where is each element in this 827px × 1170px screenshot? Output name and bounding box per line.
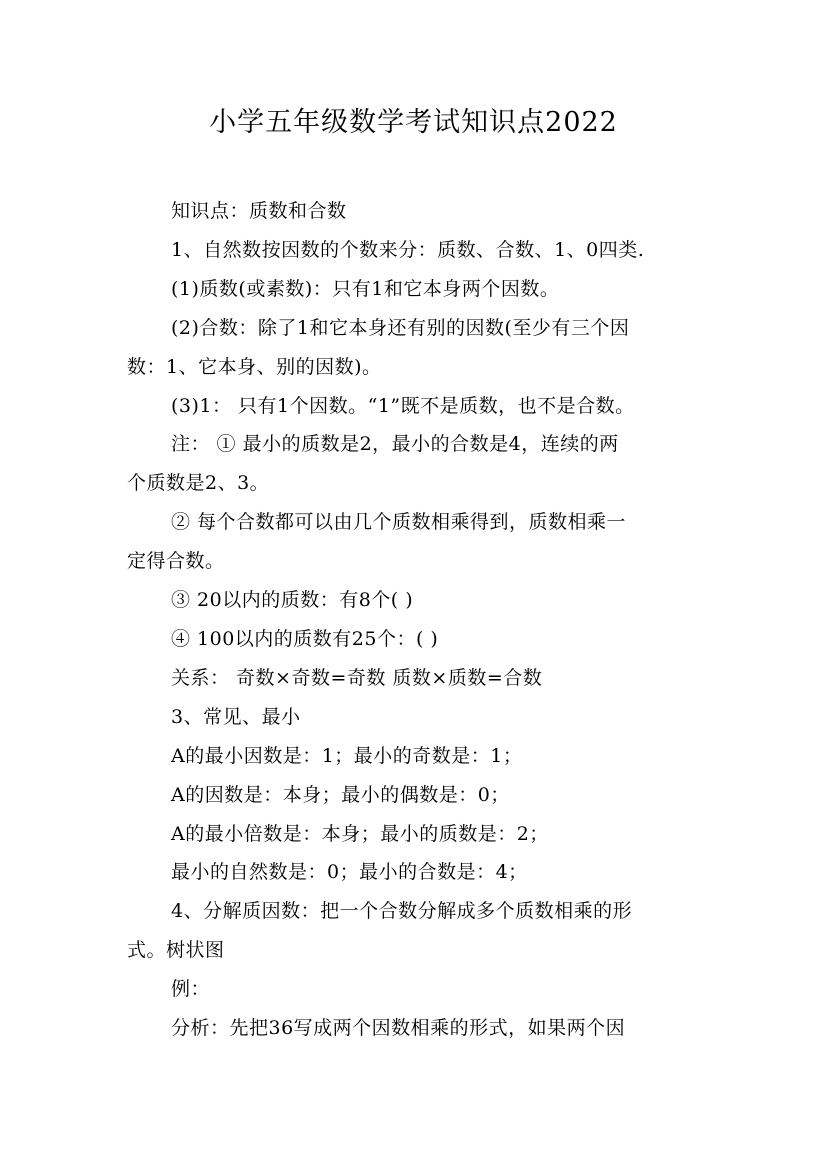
document-body: [127, 192, 717, 1048]
paragraph-line: 注： ① 最小的质数是2，最小的合数是4，连续的两: [171, 433, 619, 456]
paragraph-line: 例：: [171, 978, 211, 1001]
paragraph-line: (1)质数(或素数)：只有1和它本身两个因数。: [171, 277, 560, 300]
paragraph-line: 知识点：质数和合数: [171, 200, 347, 222]
paragraph-line: 1、自然数按因数的个数来分：质数、合数、1、0四类.: [171, 238, 645, 261]
paragraph-line: 个质数是2、3。: [127, 472, 270, 495]
paragraph-line: A的因数是：本身；最小的偶数是：0；: [171, 783, 510, 806]
paragraph-line: (3)1： 只有1个因数。“1”既不是质数，也不是合数。: [171, 394, 635, 417]
paragraph-line: 4、分解质因数：把一个合数分解成多个质数相乘的形: [171, 900, 633, 923]
document-title: 小学五年级数学考试知识点2022: [209, 107, 618, 138]
paragraph-line: ③ 20以内的质数：有8个( ): [171, 589, 414, 612]
paragraph-line: 定得合数。: [127, 550, 225, 573]
paragraph-line: 式。树状图: [127, 939, 225, 962]
paragraph-line: 关系： 奇数×奇数=奇数 质数×质数=合数: [171, 666, 543, 689]
paragraph-line: 3、常见、最小: [171, 705, 301, 728]
paragraph-line: ② 每个合数都可以由几个质数相乘得到，质数相乘一: [171, 511, 627, 534]
paragraph-line: 分析：先把36写成两个因数相乘的形式，如果两个因: [171, 1017, 626, 1040]
paragraph-line: 最小的自然数是：0；最小的合数是：4；: [171, 861, 528, 884]
paragraph-line: A的最小因数是：1；最小的奇数是：1；: [171, 744, 523, 767]
paragraph-line: 数：1、它本身、别的因数)。: [127, 355, 382, 378]
paragraph-line: A的最小倍数是：本身；最小的质数是：2；: [171, 822, 549, 845]
paragraph-line: (2)合数：除了1和它本身还有别的因数(至少有三个因: [171, 316, 630, 339]
paragraph-line: ④ 100以内的质数有25个：( ): [171, 627, 439, 650]
